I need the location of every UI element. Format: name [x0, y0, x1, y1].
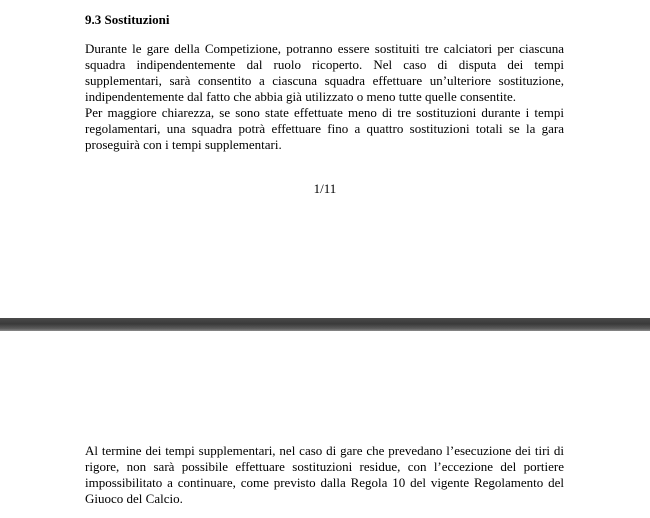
document-page-2 [0, 331, 650, 518]
page-separator [0, 318, 650, 331]
paragraph-substitutions-rule: Durante le gare della Competizione, potranno essere sostituiti tre calciatori per ciascuna squadra indipendentemente dal ruolo ricoperto. Nel caso di disputa dei tempi supplementari, sarà consentito a ciascuna squadra effettuare un’ulteriore sostituzione, indipendentemente dal fatto che abbia già utilizzato o meno tutte quelle consentite. [85, 41, 564, 104]
paragraph-penalty-kicks: Al termine dei tempi supplementari, nel caso di gare che prevedano l’esecuzione dei tiri di rigore, non sarà possibile effettuare sostituzioni residue, con l’eccezione del portiere impossibilitato a continuare, come previsto dalla Regola 10 del vigente Regolamento del Giuoco del Calcio. [85, 443, 564, 506]
paragraph-clarification: Per maggiore chiarezza, se sono state effettuate meno di tre sostituzioni durante i tempi regolamentari, una squadra potrà effettuare fino a quattro sostituzioni totali se la gara proseguirà con i tempi supplementari. [85, 105, 564, 152]
page-number: 1/11 [313, 181, 337, 196]
section-heading: 9.3 Sostituzioni [85, 12, 170, 27]
